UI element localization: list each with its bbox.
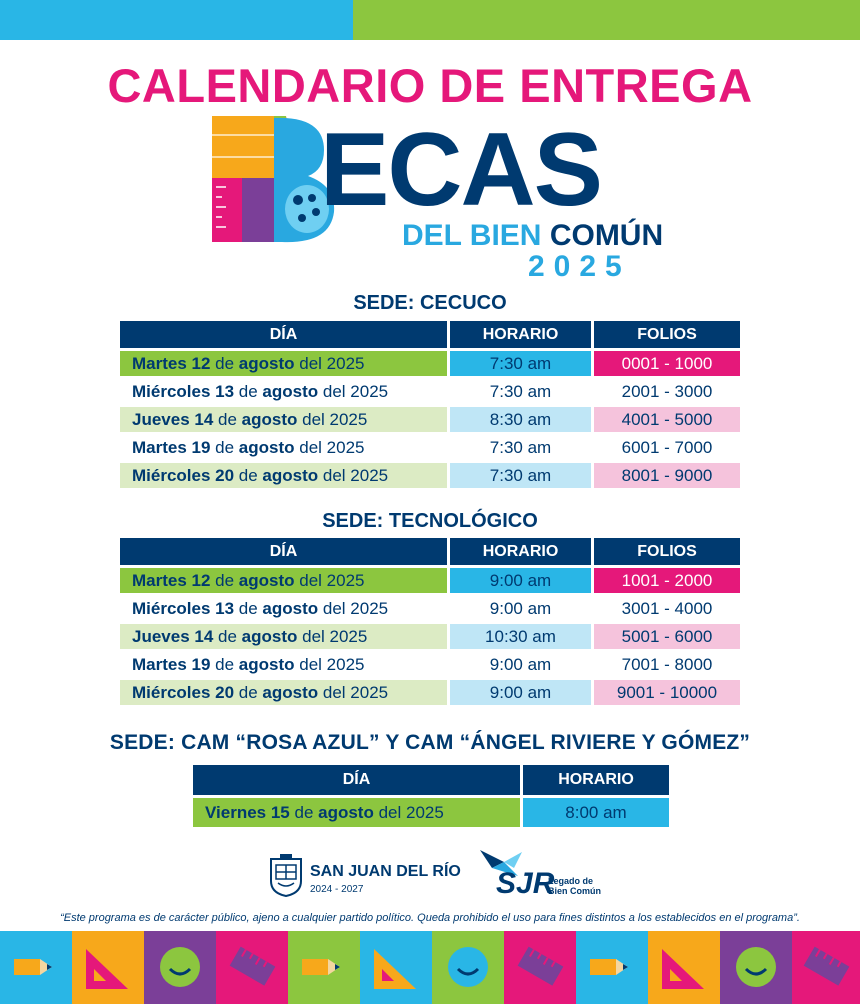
header-dia: DÍA [120, 321, 447, 348]
cell-horario: 8:00 am [523, 798, 669, 827]
cell-folios: 9001 - 10000 [594, 680, 740, 705]
header-horario: HORARIO [523, 765, 669, 795]
cell-horario: 7:30 am [489, 381, 552, 401]
page-title: CALENDARIO DE ENTREGA [107, 59, 753, 112]
table-row [120, 596, 740, 621]
table-header-row [120, 538, 740, 565]
logo-word: ECAS [320, 112, 601, 228]
table-row [120, 624, 740, 649]
table-row [120, 463, 740, 488]
smiley-icon [448, 947, 488, 987]
logo-year: 2025 [528, 250, 631, 283]
table-row [193, 798, 669, 827]
cell-dia: Viernes 15 de agosto del 2025 [193, 798, 520, 827]
table-row [120, 379, 740, 404]
becas-logo [212, 112, 664, 284]
cell-horario: 8:30 am [450, 407, 591, 432]
cell-folios: 2001 - 3000 [621, 381, 713, 401]
logo-sub-light: DEL BIEN [402, 219, 550, 252]
cell-dia: Martes 12 de agosto del 2025 [120, 568, 447, 593]
smiley-icon [736, 947, 776, 987]
cell-folios: 8001 - 9000 [594, 463, 740, 488]
bottom-pattern [0, 931, 860, 1004]
table-row [120, 351, 740, 376]
cell-folios: 5001 - 6000 [594, 624, 740, 649]
cell-dia: Miércoles 13 de agosto del 2025 [132, 598, 389, 618]
disclaimer-text: “Este programa es de carácter público, ajeno a cualquier partido político. Queda prohibido el uso para fines distintos a los establecidos en el programa”. [60, 912, 800, 924]
cell-horario: 10:30 am [450, 624, 591, 649]
table-row [120, 568, 740, 593]
cell-dia: Miércoles 13 de agosto del 2025 [132, 381, 389, 401]
b-letter-icon [212, 114, 337, 244]
schedule-table-cam [190, 762, 672, 830]
table-header-row [120, 321, 740, 348]
cell-folios: 4001 - 5000 [594, 407, 740, 432]
municipio-logo [268, 853, 461, 903]
cell-folios: 6001 - 7000 [621, 437, 713, 457]
table-row [120, 407, 740, 432]
header-folios: FOLIOS [594, 321, 740, 348]
schedule-table-cecuco [117, 318, 743, 491]
top-bar-green [353, 0, 860, 40]
table-row [120, 680, 740, 705]
cell-horario: 7:30 am [450, 351, 591, 376]
cell-horario: 9:00 am [450, 568, 591, 593]
sede-title-cecuco: SEDE: CECUCO [353, 292, 507, 314]
cell-horario: 7:30 am [450, 463, 591, 488]
header-horario: HORARIO [450, 538, 591, 565]
cell-folios: 1001 - 2000 [594, 568, 740, 593]
cell-horario: 9:00 am [450, 680, 591, 705]
table-row [120, 652, 740, 677]
cell-folios: 3001 - 4000 [621, 598, 713, 618]
header-dia: DÍA [193, 765, 520, 795]
cell-folios: 7001 - 8000 [621, 654, 713, 674]
municipio-name: SAN JUAN DEL RÍO [310, 863, 461, 880]
logo-sub-bold: COMÚN [549, 219, 664, 252]
sede-title-cam: SEDE: CAM “ROSA AZUL” Y CAM “ÁNGEL RIVIERE Y GÓMEZ” [109, 731, 751, 754]
municipio-period: 2024 - 2027 [310, 884, 364, 895]
cell-horario: 9:00 am [489, 654, 552, 674]
cell-dia: Miércoles 20 de agosto del 2025 [120, 463, 447, 488]
cell-horario: 9:00 am [489, 598, 552, 618]
sjr-legado-logo [478, 846, 618, 906]
cell-dia: Miércoles 20 de agosto del 2025 [120, 680, 447, 705]
header-horario: HORARIO [450, 321, 591, 348]
cell-dia: Jueves 14 de agosto del 2025 [120, 407, 447, 432]
cell-dia: Jueves 14 de agosto del 2025 [120, 624, 447, 649]
cell-dia: Martes 12 de agosto del 2025 [120, 351, 447, 376]
schedule-table-tecnologico [117, 535, 743, 708]
cell-dia: Martes 19 de agosto del 2025 [132, 437, 365, 457]
top-color-bar [0, 0, 860, 40]
cell-folios: 0001 - 1000 [594, 351, 740, 376]
top-bar-blue [0, 0, 353, 40]
cell-dia: Martes 19 de agosto del 2025 [132, 654, 365, 674]
header-folios: FOLIOS [594, 538, 740, 565]
header-dia: DÍA [120, 538, 447, 565]
sjr-mark: SJR [496, 867, 555, 900]
sede-title-tecnologico: SEDE: TECNOLÓGICO [322, 510, 538, 532]
table-row [120, 435, 740, 460]
crest-icon [268, 853, 304, 897]
footer-logos [0, 850, 860, 910]
table-header-row [193, 765, 669, 795]
smiley-icon [160, 947, 200, 987]
cell-horario: 7:30 am [489, 437, 552, 457]
sjr-tagline: Legado de Bien Común [548, 876, 601, 896]
logo-subtitle [402, 219, 663, 253]
